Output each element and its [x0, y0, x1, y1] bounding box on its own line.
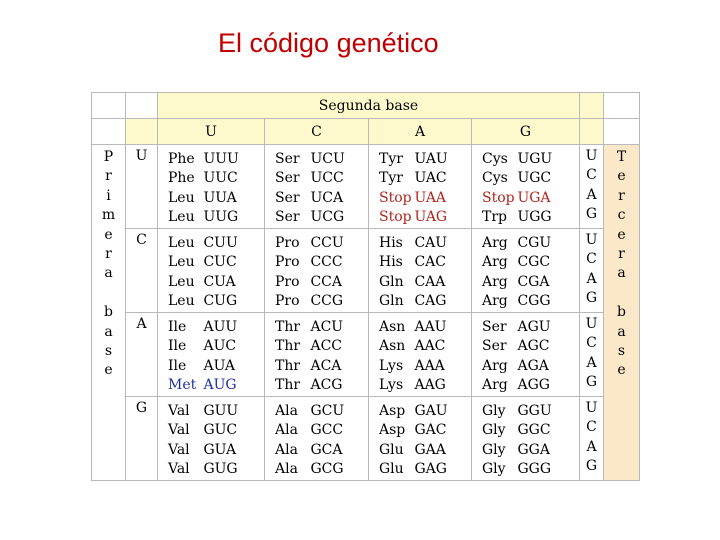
tercera-base-label-letter: T — [616, 149, 627, 165]
codon: UGC — [517, 170, 552, 187]
column-header: G — [472, 119, 580, 145]
tercera-base-label-letter: r — [618, 246, 625, 263]
codon-entry — [482, 402, 579, 421]
amino-acid: Thr — [275, 338, 301, 355]
amino-acid: Thr — [275, 319, 301, 335]
codon: GGU — [517, 403, 552, 419]
codon-entry — [379, 402, 471, 421]
amino-acid: Arg — [482, 293, 508, 310]
codon-cell — [369, 229, 472, 313]
primera-base-letter: i — [106, 187, 111, 204]
codon-entry — [482, 273, 579, 292]
tercera-base-letter: G — [585, 290, 598, 307]
codon-entry — [482, 441, 579, 460]
amino-acid: Gly — [482, 441, 506, 458]
codon: AUU — [203, 319, 238, 335]
codon-entry — [379, 234, 471, 253]
codon-cell — [265, 229, 369, 313]
amino-acid: Ser — [275, 209, 300, 226]
stop-codon — [379, 189, 471, 208]
amino-acid: Val — [168, 461, 190, 478]
primera-base-letter: e — [104, 362, 113, 379]
amino-acid: Phe — [168, 170, 195, 187]
amino-acid: Ala — [275, 461, 298, 478]
codon: CAA — [414, 273, 446, 290]
primera-base-value: G — [126, 397, 158, 481]
codon-entry — [482, 318, 579, 337]
codon-entry — [482, 169, 579, 188]
codon-entry — [275, 150, 368, 169]
codon-entry — [168, 234, 264, 253]
codon: AAA — [414, 357, 445, 374]
codon-cell — [472, 145, 580, 229]
codon: CCC — [310, 254, 343, 271]
primera-base-letter: a — [104, 323, 113, 340]
codon: UCG — [310, 209, 345, 226]
tercera-base-values — [580, 145, 604, 229]
amino-acid: Asn — [379, 338, 406, 355]
codon-cell — [158, 229, 265, 313]
codon: GCG — [310, 461, 344, 478]
primera-base-letter — [92, 284, 125, 303]
primera-base-letter: b — [104, 304, 113, 321]
codon-entry — [482, 292, 579, 311]
segunda-base-header: Segunda base — [158, 93, 580, 119]
stop-codon — [482, 189, 579, 208]
amino-acid: Ile — [168, 338, 187, 355]
primera-base-letter: m — [101, 207, 116, 224]
codon-entry — [168, 337, 264, 356]
codon-entry — [482, 421, 579, 440]
codon: UUU — [203, 151, 239, 167]
codon: GGG — [517, 461, 552, 478]
header-row-segunda-base — [92, 93, 640, 119]
tercera-base-label-letter: a — [617, 265, 626, 282]
codon-entry — [379, 292, 471, 311]
tercera-base-letter: A — [586, 270, 597, 287]
amino-acid: Cys — [482, 170, 508, 187]
codon: CGC — [517, 254, 551, 271]
codon-entry — [379, 421, 471, 440]
codon: GAU — [414, 403, 448, 419]
codon-entry — [275, 402, 368, 421]
codon-entry — [275, 189, 368, 208]
tercera-base-letter: C — [586, 335, 597, 352]
codon: UGG — [517, 209, 552, 226]
amino-acid: Ala — [275, 441, 298, 458]
codon-entry — [379, 273, 471, 292]
amino-acid: Gly — [482, 403, 506, 419]
codon: UUC — [203, 170, 238, 187]
stop-codon — [379, 208, 471, 227]
codon-cell — [369, 145, 472, 229]
tercera-base-values — [580, 313, 604, 397]
codon-entry — [482, 150, 579, 169]
amino-acid: Gln — [379, 293, 404, 310]
codon-entry — [379, 318, 471, 337]
codon-entry — [168, 253, 264, 272]
tercera-base-letter: A — [586, 186, 597, 203]
tercera-base-letter: G — [585, 374, 598, 391]
codon-cell — [472, 229, 580, 313]
amino-acid: Gly — [482, 422, 506, 439]
amino-acid: Met — [168, 377, 197, 394]
primera-base-letter: r — [105, 246, 112, 263]
amino-acid: Arg — [482, 377, 508, 394]
codon: UCC — [310, 170, 344, 187]
codon: ACC — [310, 338, 342, 355]
amino-acid: Asp — [379, 422, 406, 439]
amino-acid: Ser — [482, 338, 507, 355]
codon-cell — [158, 313, 265, 397]
codon: AGU — [517, 319, 551, 335]
codon-cell — [472, 313, 580, 397]
codon-entry — [275, 460, 368, 479]
amino-acid: Pro — [275, 235, 300, 251]
primera-base-value: C — [126, 229, 158, 313]
amino-acid: Tyr — [379, 151, 403, 167]
codon: CUU — [203, 235, 238, 251]
amino-acid: Pro — [275, 254, 300, 271]
codon-cell — [158, 397, 265, 481]
amino-acid: Arg — [482, 235, 508, 251]
amino-acid: Pro — [275, 273, 300, 290]
codon: GAG — [414, 461, 447, 478]
amino-acid: Glu — [379, 441, 404, 458]
tercera-base-label-letter — [604, 284, 639, 303]
amino-acid: Lys — [379, 357, 404, 374]
codon: AGG — [517, 377, 550, 394]
amino-acid: Asp — [379, 403, 406, 419]
codon-entry — [275, 234, 368, 253]
codon: GGC — [517, 422, 551, 439]
codon-row-a — [92, 313, 640, 397]
amino-acid: Stop — [379, 209, 412, 226]
column-header: U — [158, 119, 265, 145]
codon-entry — [168, 292, 264, 311]
codon: CCA — [310, 273, 342, 290]
codon-entry — [379, 441, 471, 460]
codon: UUA — [203, 189, 237, 206]
codon: CAC — [414, 254, 446, 271]
codon: GCU — [310, 403, 345, 419]
codon-entry — [379, 460, 471, 479]
amino-acid: Ser — [275, 151, 300, 167]
codon-entry — [168, 150, 264, 169]
codon-entry — [275, 376, 368, 395]
amino-acid: Gly — [482, 461, 506, 478]
codon-entry — [275, 318, 368, 337]
amino-acid: Leu — [168, 293, 195, 310]
codon-entry — [275, 357, 368, 376]
amino-acid: Leu — [168, 189, 195, 206]
primera-base-value: A — [126, 313, 158, 397]
codon: CUA — [203, 273, 236, 290]
codon-entry — [482, 208, 579, 227]
amino-acid: Leu — [168, 209, 195, 226]
tercera-base-letter: C — [586, 251, 597, 268]
codon-entry — [168, 460, 264, 479]
codon-entry — [379, 150, 471, 169]
codon: GUG — [203, 461, 238, 478]
tercera-base-letter: U — [585, 400, 598, 416]
tercera-base-letter: G — [585, 458, 598, 475]
codon-entry — [168, 318, 264, 337]
codon-entry — [379, 169, 471, 188]
codon-row-c — [92, 229, 640, 313]
codon: GUU — [203, 403, 239, 419]
codon-entry — [168, 441, 264, 460]
codon-entry — [482, 376, 579, 395]
codon: CAG — [414, 293, 447, 310]
tercera-base-label — [604, 145, 640, 481]
codon-entry — [275, 441, 368, 460]
amino-acid: Ser — [275, 189, 300, 206]
codon-row-u — [92, 145, 640, 229]
tercera-base-letter: A — [586, 438, 597, 455]
codon: GUA — [203, 441, 237, 458]
codon-entry — [168, 208, 264, 227]
tercera-base-letter: C — [586, 167, 597, 184]
codon: AAC — [414, 338, 446, 355]
codon: UCA — [310, 189, 344, 206]
codon-entry — [168, 421, 264, 440]
codon-entry — [275, 273, 368, 292]
codon-cell — [158, 145, 265, 229]
codon: GCC — [310, 422, 344, 439]
amino-acid: Arg — [482, 273, 508, 290]
codon: CGG — [517, 293, 551, 310]
codon: UGA — [517, 189, 551, 206]
codon: UAG — [414, 209, 448, 226]
codon-entry — [275, 292, 368, 311]
amino-acid: Phe — [168, 151, 195, 167]
codon: UAU — [414, 151, 448, 167]
codon-entry — [379, 357, 471, 376]
codon-entry — [379, 337, 471, 356]
amino-acid: Ile — [168, 357, 187, 374]
column-header: A — [369, 119, 472, 145]
tercera-base-label-letter: e — [617, 362, 626, 379]
codon-cell — [472, 397, 580, 481]
amino-acid: Ser — [275, 170, 300, 187]
codon-entry — [482, 460, 579, 479]
codon: AGA — [517, 357, 549, 374]
amino-acid: Leu — [168, 235, 195, 251]
codon: ACA — [310, 357, 342, 374]
amino-acid: Ser — [482, 319, 507, 335]
primera-base-letter: s — [104, 343, 113, 360]
codon: CCG — [310, 293, 344, 310]
primera-base-letter: r — [105, 168, 112, 185]
codon: AGC — [517, 338, 550, 355]
codon-entry — [482, 253, 579, 272]
codon-entry — [482, 357, 579, 376]
codon-entry — [168, 189, 264, 208]
codon-entry — [275, 208, 368, 227]
codon: GGA — [517, 441, 550, 458]
amino-acid: Glu — [379, 461, 404, 478]
tercera-base-label-letter: a — [617, 323, 626, 340]
codon: UCU — [310, 151, 345, 167]
codon: UAC — [414, 170, 447, 187]
amino-acid: Thr — [275, 357, 301, 374]
amino-acid: Val — [168, 441, 190, 458]
tercera-base-label-letter: s — [617, 343, 626, 360]
codon-entry — [275, 253, 368, 272]
codon-entry — [379, 376, 471, 395]
column-header: C — [265, 119, 369, 145]
tercera-base-values — [580, 229, 604, 313]
amino-acid: Arg — [482, 254, 508, 271]
header-row-columns — [92, 119, 640, 145]
codon-entry — [275, 169, 368, 188]
genetic-code-table — [91, 92, 640, 481]
amino-acid: Leu — [168, 254, 195, 271]
tercera-base-letter: A — [586, 354, 597, 371]
amino-acid: Thr — [275, 377, 301, 394]
codon-cell — [265, 145, 369, 229]
codon: CAU — [414, 235, 448, 251]
tercera-base-label-letter: r — [618, 187, 625, 204]
amino-acid: Asn — [379, 319, 406, 335]
primera-base-value: U — [126, 145, 158, 229]
codon-entry — [168, 169, 264, 188]
amino-acid: Val — [168, 422, 190, 439]
codon: CGU — [517, 235, 552, 251]
amino-acid: Ile — [168, 319, 187, 335]
amino-acid: Trp — [482, 209, 507, 226]
codon-entry — [482, 234, 579, 253]
codon: GAC — [414, 422, 447, 439]
amino-acid: His — [379, 235, 403, 251]
codon: ACU — [310, 319, 344, 335]
codon: CUC — [203, 254, 237, 271]
tercera-base-letter: G — [585, 206, 598, 223]
codon: UGU — [517, 151, 553, 167]
codon: CGA — [517, 273, 550, 290]
amino-acid: Stop — [379, 189, 412, 206]
amino-acid: Ala — [275, 403, 298, 419]
amino-acid: His — [379, 254, 403, 271]
primera-base-letter: a — [104, 265, 113, 282]
page-title: El código genético — [218, 28, 439, 58]
codon: UUG — [203, 209, 239, 226]
codon-row-g — [92, 397, 640, 481]
start-codon — [168, 376, 264, 395]
tercera-base-label-letter: e — [617, 226, 626, 243]
tercera-base-values — [580, 397, 604, 481]
codon: AUC — [203, 338, 237, 355]
codon-entry — [482, 337, 579, 356]
primera-base-letter: P — [103, 149, 114, 165]
tercera-base-letter: U — [585, 148, 598, 164]
tercera-base-label-letter: b — [617, 304, 626, 321]
amino-acid: Ala — [275, 422, 298, 439]
codon: AAU — [414, 319, 447, 335]
amino-acid: Leu — [168, 273, 195, 290]
codon-entry — [168, 357, 264, 376]
amino-acid: Stop — [482, 189, 515, 206]
amino-acid: Pro — [275, 293, 300, 310]
codon: GAA — [414, 441, 446, 458]
codon: UAA — [414, 189, 447, 206]
codon-entry — [275, 337, 368, 356]
amino-acid: Gln — [379, 273, 404, 290]
codon-cell — [369, 397, 472, 481]
amino-acid: Tyr — [379, 170, 403, 187]
tercera-base-letter: U — [585, 232, 598, 248]
tercera-base-label-letter: e — [617, 168, 626, 185]
codon: AUA — [203, 357, 236, 374]
codon: ACG — [310, 377, 343, 394]
codon: CCU — [310, 235, 344, 251]
amino-acid: Arg — [482, 357, 508, 374]
codon: AUG — [203, 377, 237, 394]
amino-acid: Cys — [482, 151, 508, 167]
primera-base-letter: e — [104, 226, 113, 243]
amino-acid: Lys — [379, 377, 404, 394]
codon: CUG — [203, 293, 238, 310]
codon-cell — [265, 313, 369, 397]
codon-entry — [168, 273, 264, 292]
codon-entry — [168, 402, 264, 421]
codon: GCA — [310, 441, 343, 458]
codon: AAG — [414, 377, 446, 394]
tercera-base-letter: U — [585, 316, 598, 332]
codon-cell — [265, 397, 369, 481]
codon: GUC — [203, 422, 238, 439]
primera-base-label — [92, 145, 126, 481]
tercera-base-letter: C — [586, 419, 597, 436]
codon-entry — [275, 421, 368, 440]
amino-acid: Val — [168, 403, 190, 419]
codon-entry — [379, 253, 471, 272]
tercera-base-label-letter: c — [617, 207, 626, 224]
codon-cell — [369, 313, 472, 397]
